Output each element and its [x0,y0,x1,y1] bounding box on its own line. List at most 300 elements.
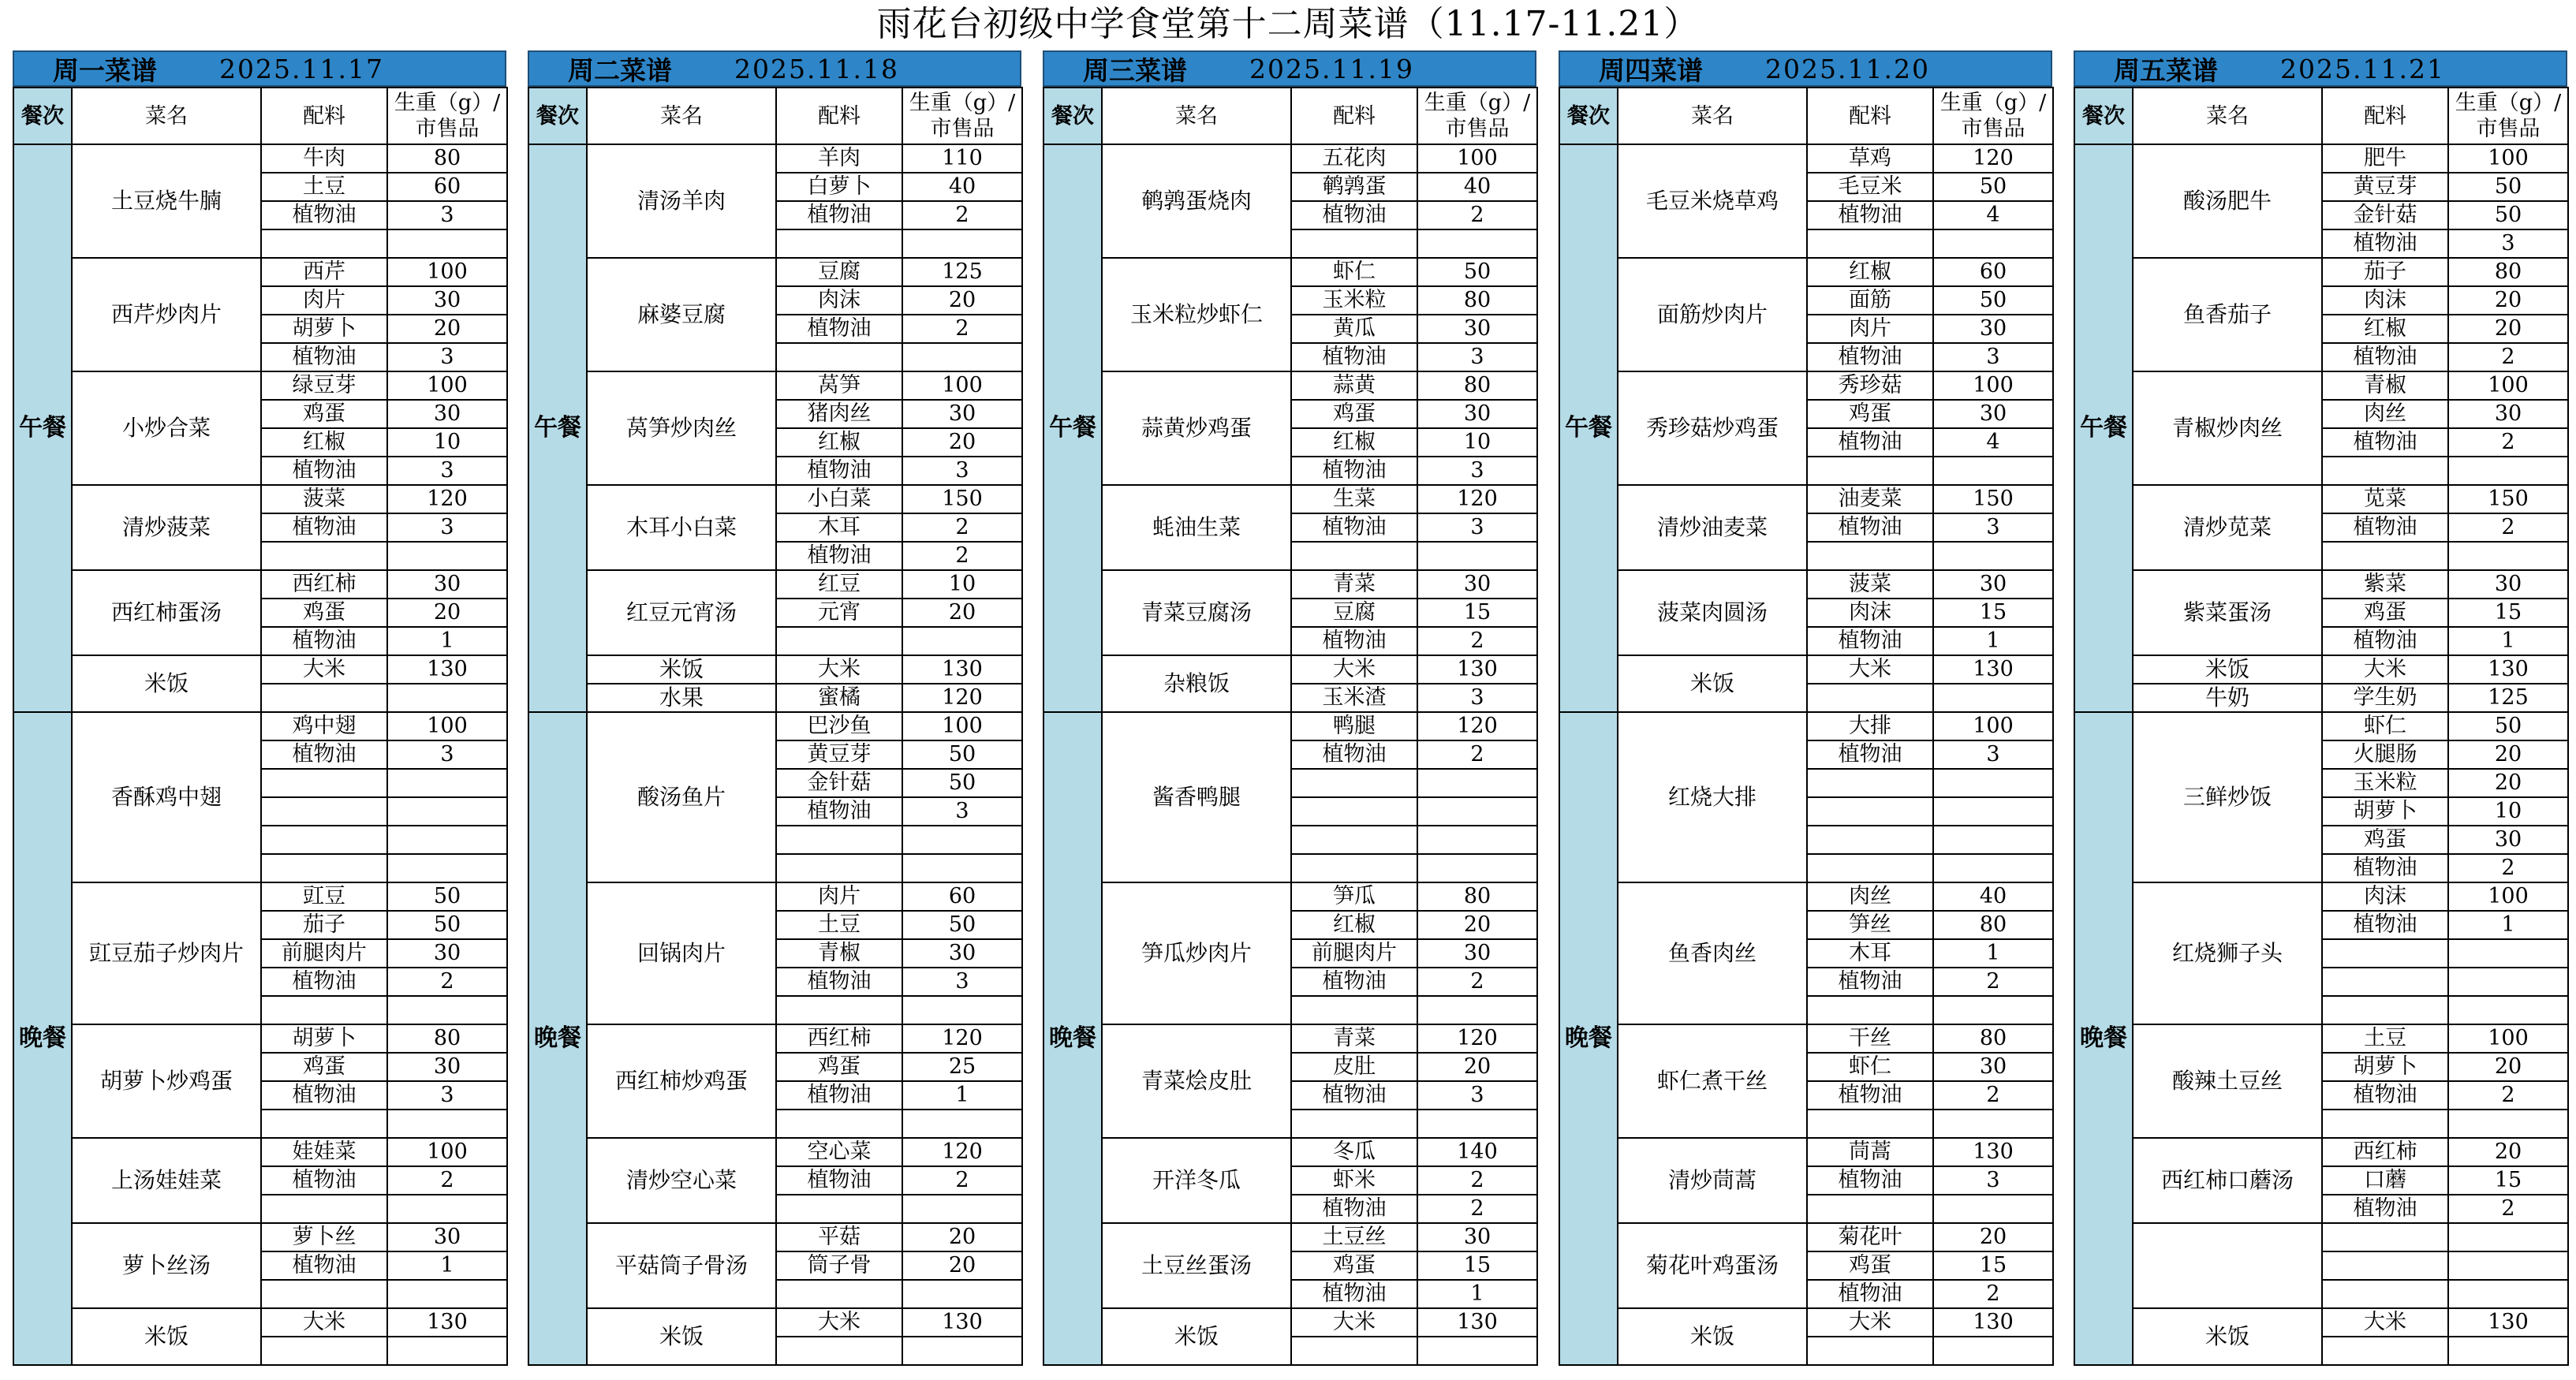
weight-cell: 100 [2448,882,2568,911]
weight-cell: 100 [1417,144,1537,173]
ingredient-cell: 植物油 [261,457,387,485]
day-header [1043,50,1536,87]
ingredient-cell [1807,769,1933,797]
header-ingredient: 配料 [1807,88,1933,144]
dish-name: 西红柿炒鸡蛋 [587,1024,776,1138]
ingredient-cell [776,1337,902,1365]
weight-cell: 3 [902,968,1022,996]
weight-cell: 10 [387,428,507,457]
ingredient-cell: 豇豆 [261,882,387,911]
weight-cell: 3 [1417,343,1537,371]
table-row [1559,371,2053,400]
table-row [2074,258,2568,286]
weight-cell: 2 [902,513,1022,542]
menu-table [1559,87,2054,1366]
ingredient-cell: 肉丝 [2322,400,2448,428]
weight-cell: 40 [902,173,1022,201]
ingredient-cell: 口蘑 [2322,1166,2448,1195]
weight-cell [902,1337,1022,1365]
ingredient-cell: 鸡蛋 [1291,400,1417,428]
table-row [528,882,1022,911]
ingredient-cell: 五花肉 [1291,144,1417,173]
ingredient-cell: 植物油 [261,343,387,371]
weight-cell: 50 [1933,173,2053,201]
ingredient-cell: 植物油 [2322,428,2448,457]
ingredient-cell: 植物油 [1291,627,1417,655]
day-header [528,50,1021,87]
weight-cell [1417,229,1537,258]
ingredient-cell: 鸡蛋 [776,1053,902,1081]
weight-cell [387,769,507,797]
weight-cell: 20 [387,315,507,343]
weight-cell: 120 [902,1024,1022,1053]
ingredient-cell: 植物油 [1807,1280,1933,1308]
ingredient-cell: 西红柿 [776,1024,902,1053]
table-row [2074,371,2568,400]
ingredient-cell: 土豆丝 [1291,1223,1417,1251]
weight-cell [1417,1110,1537,1138]
weight-cell: 2 [1417,740,1537,769]
dish-name: 酸辣土豆丝 [2133,1024,2322,1138]
ingredient-cell: 大米 [2322,655,2448,684]
weight-cell: 15 [1933,599,2053,627]
dish-name: 酸汤肥牛 [2133,144,2322,258]
dish-name: 青菜豆腐汤 [1102,570,1291,655]
weight-cell: 30 [387,939,507,968]
ingredient-cell: 胡萝卜 [2322,797,2448,826]
ingredient-cell: 油麦菜 [1807,485,1933,513]
weight-cell: 30 [387,400,507,428]
weight-cell: 150 [1933,485,2053,513]
ingredient-cell: 肉沫 [2322,882,2448,911]
ingredient-cell: 鸡蛋 [261,1053,387,1081]
ingredient-cell: 苋菜 [2322,485,2448,513]
weight-cell: 20 [902,286,1022,315]
day-header [2074,50,2567,87]
ingredient-cell: 鸡蛋 [261,599,387,627]
weight-cell: 20 [2448,1053,2568,1081]
ingredient-cell [1807,457,1933,485]
dish-name: 萝卜丝汤 [72,1223,261,1308]
table-row [2074,712,2568,740]
table-row [2074,684,2568,712]
ingredient-cell [261,684,387,712]
ingredient-cell: 羊肉 [776,144,902,173]
table-row [13,1223,507,1251]
weight-cell: 3 [1417,457,1537,485]
ingredient-cell [2322,968,2448,996]
header-ingredient: 配料 [1291,88,1417,144]
ingredient-cell: 植物油 [1291,457,1417,485]
weight-cell: 130 [387,655,507,684]
header-ingredient: 配料 [2322,88,2448,144]
table-row [528,1308,1022,1337]
table-row [13,485,507,513]
day-date: 2025.11.19 [1249,53,1414,84]
meal-label-dinner: 晚餐 [1043,712,1102,1365]
ingredient-cell: 红椒 [1807,258,1933,286]
weight-cell: 2 [902,315,1022,343]
weight-cell: 3 [387,513,507,542]
weight-cell: 130 [1933,1308,2053,1337]
ingredient-cell: 豆腐 [776,258,902,286]
menu-table [2074,87,2569,1366]
ingredient-cell: 大米 [1291,1308,1417,1337]
ingredient-cell: 植物油 [1807,343,1933,371]
weight-cell: 80 [387,1024,507,1053]
dish-name: 米饭 [72,655,261,712]
weight-cell: 130 [2448,1308,2568,1337]
ingredient-cell [1291,854,1417,882]
ingredient-cell: 肉丝 [1807,882,1933,911]
weight-cell: 3 [2448,229,2568,258]
weight-cell: 80 [1417,882,1537,911]
weight-cell [1417,769,1537,797]
table-row [528,684,1022,712]
weight-cell: 1 [2448,627,2568,655]
dish-name: 米饭 [587,655,776,684]
table-row [2074,570,2568,599]
weight-cell: 50 [1933,286,2053,315]
weight-cell: 80 [1933,1024,2053,1053]
weight-cell: 30 [387,1223,507,1251]
weight-cell: 30 [1417,570,1537,599]
dish-name: 蚝油生菜 [1102,485,1291,570]
weight-cell: 120 [1933,144,2053,173]
dish-name: 西红柿蛋汤 [72,570,261,655]
ingredient-cell: 虾仁 [2322,712,2448,740]
weight-cell: 3 [387,201,507,229]
weight-cell [1933,1337,2053,1365]
weight-cell [387,854,507,882]
ingredient-cell [1291,1337,1417,1365]
ingredient-cell: 鸡蛋 [1291,1251,1417,1280]
ingredient-cell: 大米 [261,1308,387,1337]
weight-cell [1933,854,2053,882]
header-ingredient: 配料 [776,88,902,144]
table-row [1559,1138,2053,1166]
ingredient-cell: 小白菜 [776,485,902,513]
table-row [1043,570,1537,599]
ingredient-cell: 猪肉丝 [776,400,902,428]
ingredient-cell: 植物油 [2322,854,2448,882]
ingredient-cell: 西红柿 [261,570,387,599]
weight-cell: 30 [387,570,507,599]
weight-cell: 1 [387,1251,507,1280]
ingredient-cell [261,854,387,882]
weight-cell: 30 [1417,1223,1537,1251]
day-weekday: 周二菜谱 [568,54,672,86]
weight-cell [2448,968,2568,996]
table-row [13,1308,507,1337]
table-row [1559,1308,2053,1337]
ingredient-cell: 青菜 [1291,570,1417,599]
ingredient-cell [261,1337,387,1365]
ingredient-cell: 大米 [776,655,902,684]
dish-name: 西芹炒肉片 [72,258,261,371]
ingredient-cell: 植物油 [776,315,902,343]
dish-name: 清炒菠菜 [72,485,261,570]
dish-name: 菠菜肉圆汤 [1618,570,1807,655]
ingredient-cell: 土豆 [776,911,902,939]
ingredient-cell: 植物油 [261,740,387,769]
ingredient-cell [1291,996,1417,1024]
ingredient-cell: 金针菇 [2322,201,2448,229]
weight-cell: 20 [902,428,1022,457]
ingredient-cell [776,1280,902,1308]
dish-name: 红烧大排 [1618,712,1807,882]
dish-name: 菊花叶鸡蛋汤 [1618,1223,1807,1308]
ingredient-cell: 鸡中翅 [261,712,387,740]
table-row [1043,655,1537,684]
ingredient-cell: 草鸡 [1807,144,1933,173]
ingredient-cell [1807,996,1933,1024]
weight-cell: 1 [2448,911,2568,939]
weight-cell: 50 [2448,173,2568,201]
ingredient-cell: 植物油 [2322,1195,2448,1223]
table-row [13,371,507,400]
weight-cell: 3 [387,1081,507,1110]
dish-name: 三鲜炒饭 [2133,712,2322,882]
weight-cell [902,854,1022,882]
ingredient-cell: 大米 [1291,655,1417,684]
dish-name: 木耳小白菜 [587,485,776,570]
table-row [2074,485,2568,513]
header-meal: 餐次 [13,88,72,144]
ingredient-cell: 土豆 [261,173,387,201]
ingredient-cell: 植物油 [1807,1166,1933,1195]
weight-cell [1933,684,2053,712]
weight-cell: 2 [1417,201,1537,229]
table-row [1559,144,2053,173]
weight-cell: 100 [2448,1024,2568,1053]
weight-cell [387,826,507,854]
ingredient-cell: 黄瓜 [1291,315,1417,343]
dish-name: 水果 [587,684,776,712]
table-row [13,258,507,286]
day-date: 2025.11.17 [219,53,384,84]
dish-name: 西红柿口蘑汤 [2133,1138,2322,1223]
weight-cell [387,797,507,826]
ingredient-cell [776,854,902,882]
header-dish: 菜名 [2133,88,2322,144]
menu-table [13,87,508,1366]
table-row [1043,371,1537,400]
weight-cell: 3 [1933,513,2053,542]
weight-cell [387,1280,507,1308]
ingredient-cell: 植物油 [2322,229,2448,258]
table-row [1043,485,1537,513]
weight-cell: 130 [2448,655,2568,684]
table-row [1043,1024,1537,1053]
weight-cell [1933,769,2053,797]
weight-cell [1417,1337,1537,1365]
ingredient-cell [1807,797,1933,826]
header-weight: 生重（g）/市售品 [2448,88,2568,144]
weight-cell: 1 [387,627,507,655]
weight-cell: 80 [1417,286,1537,315]
weight-cell [902,229,1022,258]
ingredient-cell [261,229,387,258]
ingredient-cell: 植物油 [776,457,902,485]
ingredient-cell: 肉片 [261,286,387,315]
weight-cell: 30 [902,400,1022,428]
day-menu-1 [528,50,1021,1366]
weight-cell: 50 [387,911,507,939]
ingredient-cell: 冬瓜 [1291,1138,1417,1166]
ingredient-cell: 肉片 [1807,315,1933,343]
weight-cell [1417,542,1537,570]
weight-cell: 15 [1417,599,1537,627]
ingredient-cell [261,1110,387,1138]
ingredient-cell: 植物油 [2322,343,2448,371]
dish-name: 酱香鸭腿 [1102,712,1291,882]
weight-cell [1933,1195,2053,1223]
weight-cell: 1 [1417,1280,1537,1308]
weight-cell: 120 [387,485,507,513]
ingredient-cell [2322,1223,2448,1251]
weight-cell: 130 [1933,655,2053,684]
meal-label-lunch: 午餐 [528,144,587,712]
ingredient-cell [1807,229,1933,258]
ingredient-cell: 胡萝卜 [261,315,387,343]
dish-name: 面筋炒肉片 [1618,258,1807,371]
weight-cell: 1 [902,1081,1022,1110]
ingredient-cell: 绿豆芽 [261,371,387,400]
weight-cell [1933,797,2053,826]
ingredient-cell: 秀珍菇 [1807,371,1933,400]
ingredient-cell: 植物油 [261,513,387,542]
ingredient-cell: 植物油 [2322,911,2448,939]
dish-name [2133,1223,2322,1308]
weight-cell: 2 [2448,1195,2568,1223]
weight-cell: 30 [1933,1053,2053,1081]
ingredient-cell: 大排 [1807,712,1933,740]
ingredient-cell: 肉片 [776,882,902,911]
weight-cell: 130 [1417,655,1537,684]
ingredient-cell: 植物油 [1291,1195,1417,1223]
ingredient-cell: 笋丝 [1807,911,1933,939]
ingredient-cell: 植物油 [1291,1081,1417,1110]
ingredient-cell: 植物油 [261,201,387,229]
dish-name: 鱼香肉丝 [1618,882,1807,1024]
ingredient-cell: 木耳 [776,513,902,542]
ingredient-cell: 蒜黄 [1291,371,1417,400]
ingredient-cell: 大米 [1807,1308,1933,1337]
ingredient-cell: 娃娃菜 [261,1138,387,1166]
ingredient-cell [261,797,387,826]
ingredient-cell: 青椒 [2322,371,2448,400]
weight-cell [2448,542,2568,570]
table-row [528,570,1022,599]
ingredient-cell: 植物油 [2322,627,2448,655]
day-date: 2025.11.18 [734,53,899,84]
ingredient-cell: 植物油 [1807,513,1933,542]
ingredient-cell [1291,1110,1417,1138]
ingredient-cell: 胡萝卜 [2322,1053,2448,1081]
weight-cell: 60 [902,882,1022,911]
ingredient-cell [1291,797,1417,826]
weight-cell: 1 [1933,939,2053,968]
header-dish: 菜名 [72,88,261,144]
weight-cell: 80 [2448,258,2568,286]
dish-name: 鱼香茄子 [2133,258,2322,371]
weight-cell [2448,996,2568,1024]
ingredient-cell: 植物油 [776,968,902,996]
dish-name: 回锅肉片 [587,882,776,1024]
ingredient-cell: 红椒 [1291,911,1417,939]
weight-cell: 2 [2448,854,2568,882]
ingredient-cell: 玉米粒 [1291,286,1417,315]
ingredient-cell: 紫菜 [2322,570,2448,599]
header-dish: 菜名 [587,88,776,144]
ingredient-cell: 笋瓜 [1291,882,1417,911]
weight-cell: 2 [902,542,1022,570]
weight-cell: 40 [1933,882,2053,911]
weight-cell: 50 [2448,712,2568,740]
weight-cell [1417,797,1537,826]
ingredient-cell: 皮肚 [1291,1053,1417,1081]
header-meal: 餐次 [528,88,587,144]
weight-cell: 30 [2448,826,2568,854]
meal-label-lunch: 午餐 [13,144,72,712]
ingredient-cell: 植物油 [776,1166,902,1195]
dish-name: 开洋冬瓜 [1102,1138,1291,1223]
weight-cell [1417,826,1537,854]
dish-name: 牛奶 [2133,684,2322,712]
weight-cell: 3 [1417,513,1537,542]
ingredient-cell: 鸡蛋 [2322,599,2448,627]
ingredient-cell: 肉沫 [1807,599,1933,627]
ingredient-cell [2322,1110,2448,1138]
ingredient-cell: 植物油 [1807,627,1933,655]
weight-cell [902,1280,1022,1308]
weight-cell: 1 [1933,627,2053,655]
meal-label-dinner: 晚餐 [528,712,587,1365]
ingredient-cell: 大米 [261,655,387,684]
weight-cell: 20 [1417,911,1537,939]
weight-cell: 50 [902,911,1022,939]
weight-cell [1933,826,2053,854]
dish-name: 清炒油麦菜 [1618,485,1807,570]
weight-cell: 130 [902,655,1022,684]
ingredient-cell [1807,854,1933,882]
weight-cell: 100 [902,371,1022,400]
ingredient-cell: 菊花叶 [1807,1223,1933,1251]
weight-cell: 125 [902,258,1022,286]
weight-cell: 2 [2448,428,2568,457]
ingredient-cell [776,343,902,371]
weight-cell: 2 [1933,968,2053,996]
weight-cell: 60 [387,173,507,201]
table-row [1559,1024,2053,1053]
ingredient-cell [776,627,902,655]
weight-cell: 80 [387,144,507,173]
dish-name: 香酥鸡中翅 [72,712,261,882]
ingredient-cell [1291,826,1417,854]
table-row [1043,882,1537,911]
ingredient-cell: 学生奶 [2322,684,2448,712]
table-row [1559,570,2053,599]
ingredient-cell: 干丝 [1807,1024,1933,1053]
table-row [528,258,1022,286]
ingredient-cell: 大米 [776,1308,902,1337]
weight-cell: 20 [2448,740,2568,769]
meal-label-lunch: 午餐 [1559,144,1618,712]
ingredient-cell [1291,542,1417,570]
weight-cell: 10 [1417,428,1537,457]
weight-cell: 3 [387,740,507,769]
